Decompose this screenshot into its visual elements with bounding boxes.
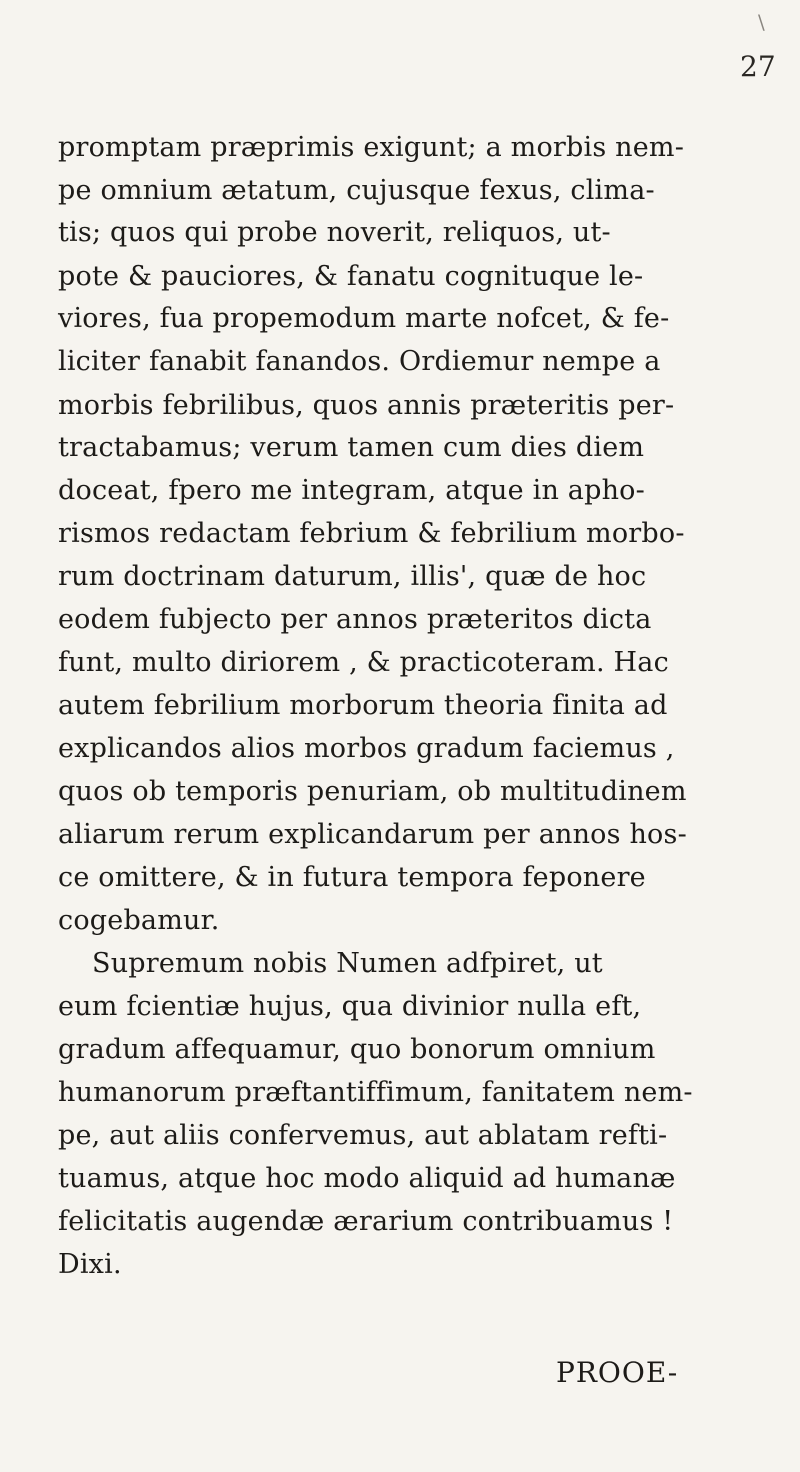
text-line: eodem fubjecto per annos præteritos dicta xyxy=(58,604,652,635)
text-line: promptam præprimis exigunt; a morbis nem- xyxy=(58,132,685,163)
text-line: eum fcientiæ hujus, qua divinior nulla eft, xyxy=(58,991,642,1022)
text-line: Dixi. xyxy=(58,1249,122,1280)
text-line: morbis febrilibus, quos annis præteritis per- xyxy=(58,390,675,421)
text-line: quos ob temporis penuriam, ob multitudinem xyxy=(58,776,687,807)
text-line: tuamus, atque hoc modo aliquid ad humanæ xyxy=(58,1163,676,1194)
text-line: rum doctrinam daturum, illis', quæ de hoc xyxy=(58,561,647,592)
text-line: autem febrilium morborum theoria finita ad xyxy=(58,690,668,721)
text-line: Supremum nobis Numen adfpiret, ut xyxy=(92,948,603,979)
catchword: PROOE- xyxy=(556,1356,679,1389)
text-line: liciter fanabit fanandos. Ordiemur nempe a xyxy=(58,346,661,377)
text-line: felicitatis augendæ ærarium contribuamus ! xyxy=(58,1206,674,1237)
text-line: explicandos alios morbos gradum faciemus , xyxy=(58,733,675,764)
text-line: gradum affequamur, quo bonorum omnium xyxy=(58,1034,656,1065)
text-line: tractabamus; verum tamen cum dies diem xyxy=(58,432,645,463)
text-line: doceat, fpero me integram, atque in apho- xyxy=(58,475,645,506)
page-number: 27 xyxy=(740,50,776,83)
text-line: humanorum præftantiffimum, fanitatem nem- xyxy=(58,1077,693,1108)
text-line: pote & pauciores, & fanatu cognituque le- xyxy=(58,261,644,292)
text-line: tis; quos qui probe noverit, reliquos, ut- xyxy=(58,217,611,248)
corner-mark: \ xyxy=(758,10,765,34)
text-line: aliarum rerum explicandarum per annos hos- xyxy=(58,819,687,850)
text-line: ce omittere, & in futura tempora feponere xyxy=(58,862,646,893)
text-line: funt, multo diriorem , & practicoteram. Hac xyxy=(58,647,669,678)
text-line: rismos redactam febrium & febrilium morbo- xyxy=(58,518,685,549)
text-line: cogebamur. xyxy=(58,905,220,936)
text-line: pe, aut aliis confervemus, aut ablatam refti- xyxy=(58,1120,668,1151)
text-line: pe omnium ætatum, cujusque fexus, clima- xyxy=(58,175,655,206)
text-line: viores, fua propemodum marte nofcet, & fe- xyxy=(58,303,670,334)
